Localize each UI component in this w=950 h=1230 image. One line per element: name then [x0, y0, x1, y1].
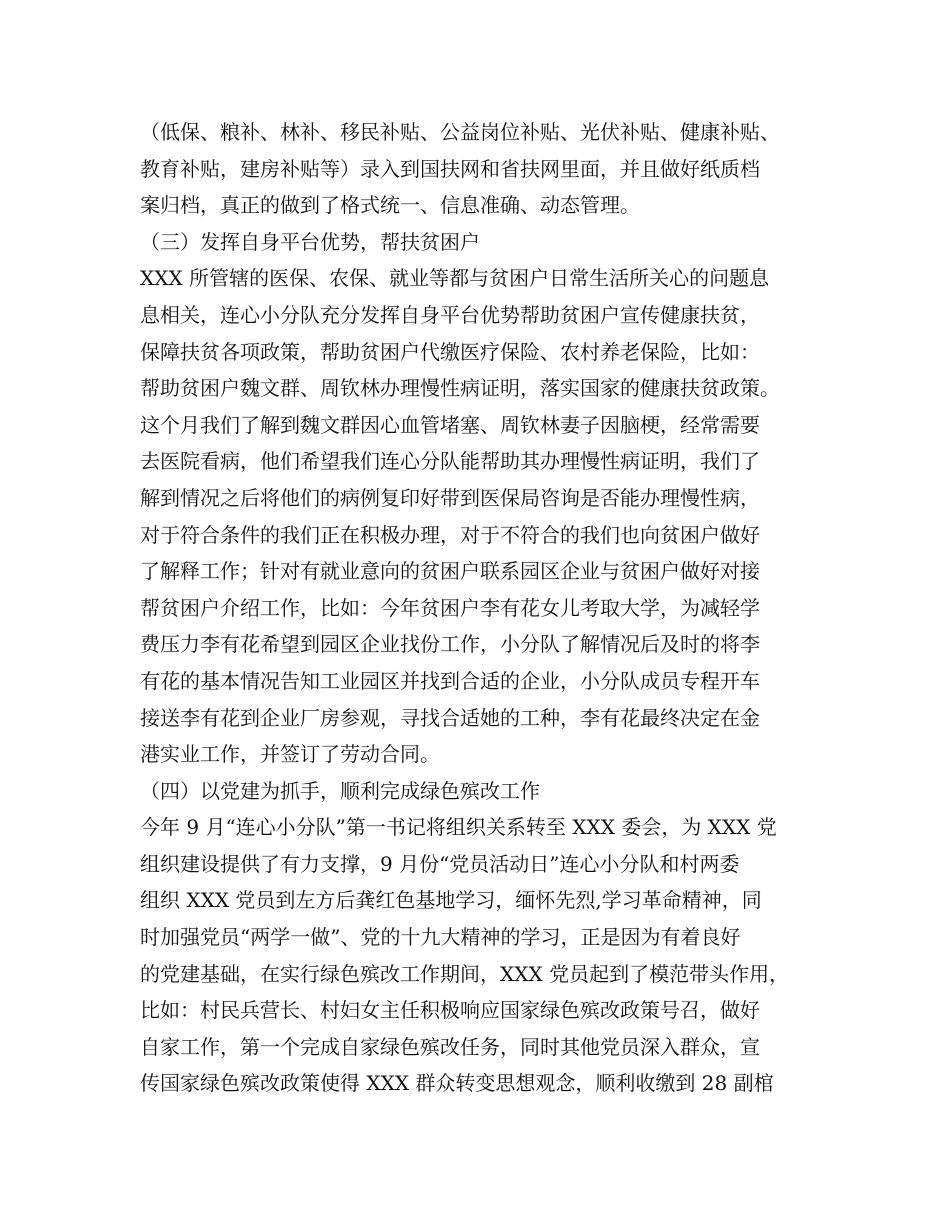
text-line: 组织 XXX 党员到左方后龚红色基地学习，缅怀先烈,学习革命精神，同 [140, 888, 762, 913]
text-line: （低保、粮补、林补、移民补贴、公益岗位补贴、光伏补贴、健康补贴、 [140, 120, 780, 144]
text-line: XXX 所管辖的医保、农保、就业等都与贫困户日常生活所关心的问题息 [140, 266, 770, 291]
document-body [140, 114, 830, 1102]
text-line: 息相关，连心小分队充分发挥自身平台优势帮助贫困户宣传健康扶贫， [140, 302, 760, 327]
text-line: 保障扶贫各项政策，帮助贫困户代缴医疗保险、农村养老保险，比如： [140, 339, 760, 364]
text-line: 自家工作，第一个完成自家绿色殡改任务，同时其他党员深入群众，宣 [140, 1034, 760, 1059]
text-line: 去医院看病，他们希望我们连心分队能帮助其办理慢性病证明，我们了 [140, 449, 760, 474]
text-line: 组织建设提供了有力支撑，9 月份“党员活动日”连心小分队和村两委 [140, 851, 740, 876]
text-line: 案归档，真正的做到了格式统一、信息准确、动态管理。 [140, 193, 640, 218]
text-line: 港实业工作，并签订了劳动合同。 [140, 742, 440, 767]
section-heading: （四）以党建为抓手，顺利完成绿色殡改工作 [140, 778, 540, 803]
text-line: 的党建基础，在实行绿色殡改工作期间，XXX 党员起到了模范带头作用， [140, 961, 790, 986]
text-line: 传国家绿色殡改政策使得 XXX 群众转变思想观念，顺利收缴到 28 副棺 [140, 1071, 774, 1096]
text-line: 教育补贴，建房补贴等）录入到国扶网和省扶网里面，并且做好纸质档 [140, 156, 760, 181]
text-line: 费压力李有花希望到园区企业找份工作，小分队了解情况后及时的将李 [140, 632, 760, 657]
text-line: 帮贫困户介绍工作，比如：今年贫困户李有花女儿考取大学，为减轻学 [140, 595, 760, 620]
section-heading: （三）发挥自身平台优势，帮扶贫困户 [140, 229, 480, 254]
text-line: 比如：村民兵营长、村妇女主任积极响应国家绿色殡改政策号召，做好 [140, 998, 760, 1023]
text-line: 有花的基本情况告知工业园区并找到合适的企业，小分队成员专程开车 [140, 668, 760, 693]
text-line: 解到情况之后将他们的病例复印好带到医保局咨询是否能办理慢性病， [140, 485, 760, 510]
text-line: 对于符合条件的我们正在积极办理，对于不符合的我们也向贫困户做好 [140, 522, 760, 547]
text-line: 了解释工作；针对有就业意向的贫困户联系园区企业与贫困户做好对接 [140, 559, 760, 584]
text-line: 时加强党员“两学一做”、党的十九大精神的学习，正是因为有着良好 [140, 925, 741, 950]
text-line: 这个月我们了解到魏文群因心血管堵塞、周钦林妻子因脑梗，经常需要 [140, 412, 760, 437]
text-line: 帮助贫困户魏文群、周钦林办理慢性病证明，落实国家的健康扶贫政策。 [140, 376, 780, 401]
text-line: 接送李有花到企业厂房参观，寻找合适她的工种，李有花最终决定在金 [140, 705, 760, 730]
text-line: 今年 9 月“连心小分队”第一书记将组织关系转至 XXX 委会，为 XXX 党 [140, 815, 777, 840]
